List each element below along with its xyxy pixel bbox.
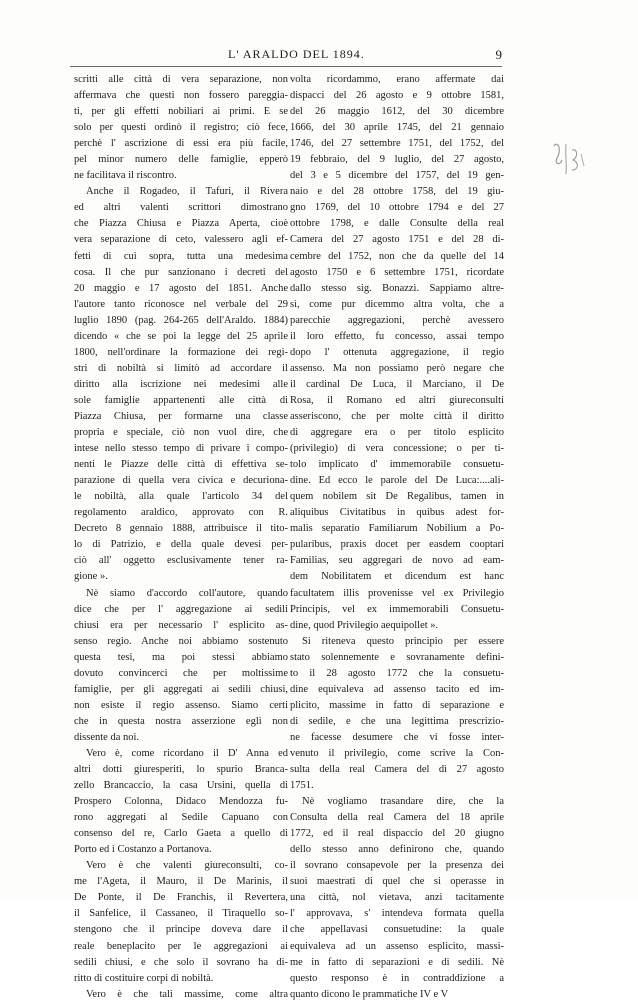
text-line: agosto 1750 e 6 settembre 1751, ricordate — [290, 266, 504, 278]
text-line: diritto alla iscrizione nei medesimi alle — [74, 378, 288, 390]
text-line: nenti le Piazze delle città di effettiva se- — [74, 459, 288, 471]
text-line: Familias, seu aggregari de novo ad eam- — [290, 555, 504, 567]
text-line: sedili chiusi, e che solo il sovrano ha di- — [74, 956, 288, 968]
text-line: 1751. — [290, 780, 314, 792]
text-line: volta ricordammo, erano affermate dai — [290, 74, 504, 85]
text-line: plicito, massime in fatto di separazione e — [290, 699, 504, 711]
text-line: tolo implicato d' immemorabile consuetu- — [290, 459, 504, 471]
text-line: gno 1769, del 10 ottobre 1794 e del 27 — [290, 202, 504, 214]
text-line: asseriscono, che per molte città il diritto — [290, 410, 504, 422]
text-line: senso regio. Anche noi abbiamo sostenuto — [74, 635, 288, 647]
text-line: il loro effetto, fu concesso, assai tempo — [290, 330, 504, 342]
text-line: chiusi era per necessario l' esplicito as- — [74, 619, 288, 631]
text-line: propria e speciale, ciò non vuol dire, che — [74, 427, 288, 439]
text-line: questa tesi, ma poi stessi abbiamo — [74, 651, 288, 663]
text-line: di aggregare era o per titolo esplicito — [290, 427, 504, 439]
text-line: 1800, nell'ordinare la formazione dei regi- — [74, 346, 288, 358]
text-line: stengono che il principe doveva dare il — [74, 924, 288, 936]
text-line: Porto ed i Costanzo a Portanova. — [74, 844, 212, 856]
text-line: me l'Ageta, il Mauro, il De Marinis, il — [74, 876, 288, 888]
text-line: dice che per l' aggregazione ai sedili — [74, 603, 288, 615]
text-line: suoi maestrati di quel che si operasse in — [290, 876, 504, 888]
text-line: scritti alle città di vera separazione, non — [74, 74, 288, 85]
text-line: me in fatto di separazioni e di sedili. Nè — [290, 956, 504, 968]
text-line: dicendo « che se poi la legge del 25 aprile — [74, 330, 288, 342]
text-line: Vero è, come ricordano il D' Anna ed — [86, 747, 288, 759]
running-header — [70, 47, 502, 65]
text-line: stato solennemente e sovranamente defini- — [290, 651, 504, 663]
text-line: reale beneplacito per le aggregazioni ai — [74, 940, 288, 952]
text-line: pel minor numero delle famiglie, epperò — [74, 154, 288, 166]
left-text-column — [74, 72, 288, 1003]
text-line: affermava che questi non fossero pareggia- — [74, 90, 288, 102]
text-line: dopo l' ottenuta aggregazione, il regio — [290, 346, 504, 358]
text-line: Decreto 8 gennaio 1888, attribuisce il tito- — [74, 523, 288, 535]
text-line: sì, come pur dicemmo altra volta, che a — [290, 298, 504, 310]
text-line: dello stesso anno definirono che, quando — [290, 844, 504, 856]
text-line: Nè vogliamo trasandare dire, che la — [302, 796, 504, 808]
text-line: aliquibus Civitatibus in quibus adest for- — [290, 507, 504, 519]
text-line: una città, nol vietava, anzi tacitamente — [290, 892, 504, 904]
text-line: stri di nobiltà si limitò ad accordare il — [74, 362, 288, 374]
text-line: 1746, del 27 settembre 1751, del 1752, del — [290, 138, 504, 150]
text-line: Consulta della real Camera del 18 aprile — [290, 812, 504, 824]
text-line: non esiste il regio assenso. Siamo certi — [74, 699, 288, 711]
text-line: ed altri valenti scrittori dimostrano — [74, 202, 288, 214]
text-line: il sovrano consapevole per la presenza dei — [290, 860, 504, 872]
text-line: parecchie aggregazioni, perchè avessero — [290, 314, 504, 326]
text-line: dine equivaleva ad assenso tacito ed im- — [290, 683, 504, 695]
text-line: del 3 e 5 dicembre del 1757, del 19 gen- — [290, 170, 504, 182]
text-line: altri dotti giuresperiti, lo spurio Branca- — [74, 764, 288, 776]
text-line: cosa. Il che pur sanzionano i decreti del — [74, 266, 288, 278]
text-line: ne facilitava il riscontro. — [74, 170, 177, 182]
text-line: 1666, del 30 aprile 1745, del 21 gennaio — [290, 122, 504, 134]
text-line: dine. Ed ecco le parole del De Luca:....ali- — [290, 475, 504, 487]
text-line: quanto dicono le prammatiche IV e V — [290, 988, 449, 1000]
text-line: Vero è che valenti giureconsulti, co- — [86, 860, 288, 872]
text-line: luglio 1890 (pag. 264-265 dell'Araldo. 1884) — [74, 314, 288, 326]
text-line: le nobiltà, alla quale l'articolo 34 del — [74, 491, 288, 503]
text-line: Vero è che tali massime, come altra — [86, 988, 288, 1000]
text-line: rono aggregati al Sedile Capuano con — [74, 812, 288, 824]
text-line: che in questa nostra asserzione egli non — [74, 715, 288, 727]
running-title: L' ARALDO DEL 1894. — [228, 47, 365, 61]
text-line: 19 febbraio, del 9 luglio, del 27 agosto, — [290, 154, 504, 166]
text-line: lo di Patrizio, e della quale devesi per- — [74, 539, 288, 551]
header-rule — [70, 66, 502, 67]
text-line: Anche il Rogadeo, il Tafuri, il Rivera — [86, 186, 288, 198]
text-line: l'autore tanto riconosce nel verbale del 29 — [74, 298, 288, 310]
text-line: Piazza Chiusa, per formarne una classe — [74, 410, 288, 422]
text-line: Rosa, il Romano ed altri giureconsulti — [290, 394, 504, 406]
text-line: dovuto convincerci che per moltissime — [74, 667, 288, 679]
text-line: Prospero Colonna, Didaco Mendozza fu- — [74, 796, 288, 808]
text-line: solo per questi ordinò il registro; ciò fece, — [74, 122, 288, 134]
text-line: perchè l' ascrizione di essi era più facile, — [74, 138, 288, 150]
text-line: zello Brancaccio, la casa Ursini, quella di — [74, 780, 288, 792]
text-line: dispacci del 26 agosto e 9 ottobre 1581, — [290, 90, 504, 102]
text-line: 1772, ed il real dispaccio del 20 giugno — [290, 828, 504, 840]
text-line: Camera del 27 agosto 1751 e del 28 di- — [290, 234, 504, 246]
text-line: intese nello stesso tempo di privare i compo- — [74, 443, 288, 455]
text-line: assenso. Ma non possiamo però negare che — [290, 362, 504, 374]
text-line: 20 maggio e 17 agosto del 1851. Anche — [74, 282, 288, 294]
text-line: famiglie, per gli aggregati ai sedili chiusi, — [74, 683, 288, 695]
text-line: naio e del 28 ottobre 1758, del 19 giu- — [290, 186, 504, 198]
text-line: l' approvava, s' intendeva formata quella — [290, 908, 504, 920]
text-line: consenso del re, Carlo Gaeta a quello di — [74, 828, 288, 840]
text-line: di sedile, e che una legittima prescrizio- — [290, 715, 504, 727]
text-line: Principis, vel ex immemorabili Consuetu- — [290, 603, 504, 615]
text-line: equivaleva ad un assenso esplicito, massi- — [290, 940, 504, 952]
text-line: ottobre 1798, e dalle Consulte della real — [290, 218, 504, 230]
text-line: il Sanfelice, il Cassaneo, il Tiraquello so- — [74, 908, 288, 920]
text-line: pularibus, praxis docet per easdem cooptari — [290, 539, 504, 551]
text-line: Si riteneva questo principio per essere — [302, 635, 504, 647]
text-line: questo responso è in contraddizione a — [290, 972, 504, 984]
text-line: vera separazione di ceto, valessero agli ef- — [74, 234, 288, 246]
text-line: il cardinal De Luca, il Marciano, il De — [290, 378, 504, 390]
right-text-column — [290, 72, 504, 1003]
text-line: sulta della real Camera del dì 27 agosto — [290, 764, 504, 776]
text-line: parazione di quella vera civica e decuriona- — [74, 475, 288, 487]
text-line: che Piazza Chiusa e Piazza Aperta, cioè — [74, 218, 288, 230]
text-line: Nè siamo d'accordo coll'autore, quando — [86, 587, 288, 599]
text-line: ciò all' oggetto esclusivamente tener ra- — [74, 555, 288, 567]
text-line: dallo stesso sig. Bonazzi. Sappiamo altre- — [290, 282, 504, 294]
text-line: facultatem illis provenisse vel ex Privilegio — [290, 587, 504, 599]
margin-pencil-mark — [548, 136, 588, 184]
text-line: fetti di cui sopra, tutta una medesima — [74, 250, 288, 262]
text-line: che appellavasi consuetudine: la quale — [290, 924, 504, 936]
text-line: (privilegio) di vera concessione; o per ti- — [290, 443, 504, 455]
text-line: dissente da noi. — [74, 731, 140, 743]
text-line: venuto il privilegio, come scrive la Con- — [290, 747, 504, 759]
text-line: malis separatio Familiarum Nobilium a Po- — [290, 523, 504, 535]
text-line: del 26 maggio 1612, del 30 dicembre — [290, 106, 504, 118]
text-line: ritto di costituire corpi di nobiltà. — [74, 972, 214, 984]
text-line: gione ». — [74, 571, 108, 583]
text-line: ne facesse desumere che vi fosse inter- — [290, 731, 504, 743]
text-line: sole famiglie appartenenti alle città di — [74, 394, 288, 406]
page-number: 9 — [495, 47, 502, 62]
text-line: dine, quod Privilegio aequipollet ». — [290, 619, 439, 631]
text-line: dem Nobilitatem et dicendum est hanc — [290, 571, 504, 583]
text-line: ti, per gli effetti nobiliari ai primi. E se — [74, 106, 288, 118]
text-line: regolamento araldico, approvato con R. — [74, 507, 288, 519]
text-line: De Ponte, il De Franchis, il Revertera, — [74, 892, 288, 904]
text-line: quem nobilem sit De Regalibus, tamen in — [290, 491, 504, 503]
text-line: cembre del 1752, non che da quelle del 14 — [290, 250, 504, 262]
text-line: to il 28 agosto 1772 che la consuetu- — [290, 667, 504, 679]
